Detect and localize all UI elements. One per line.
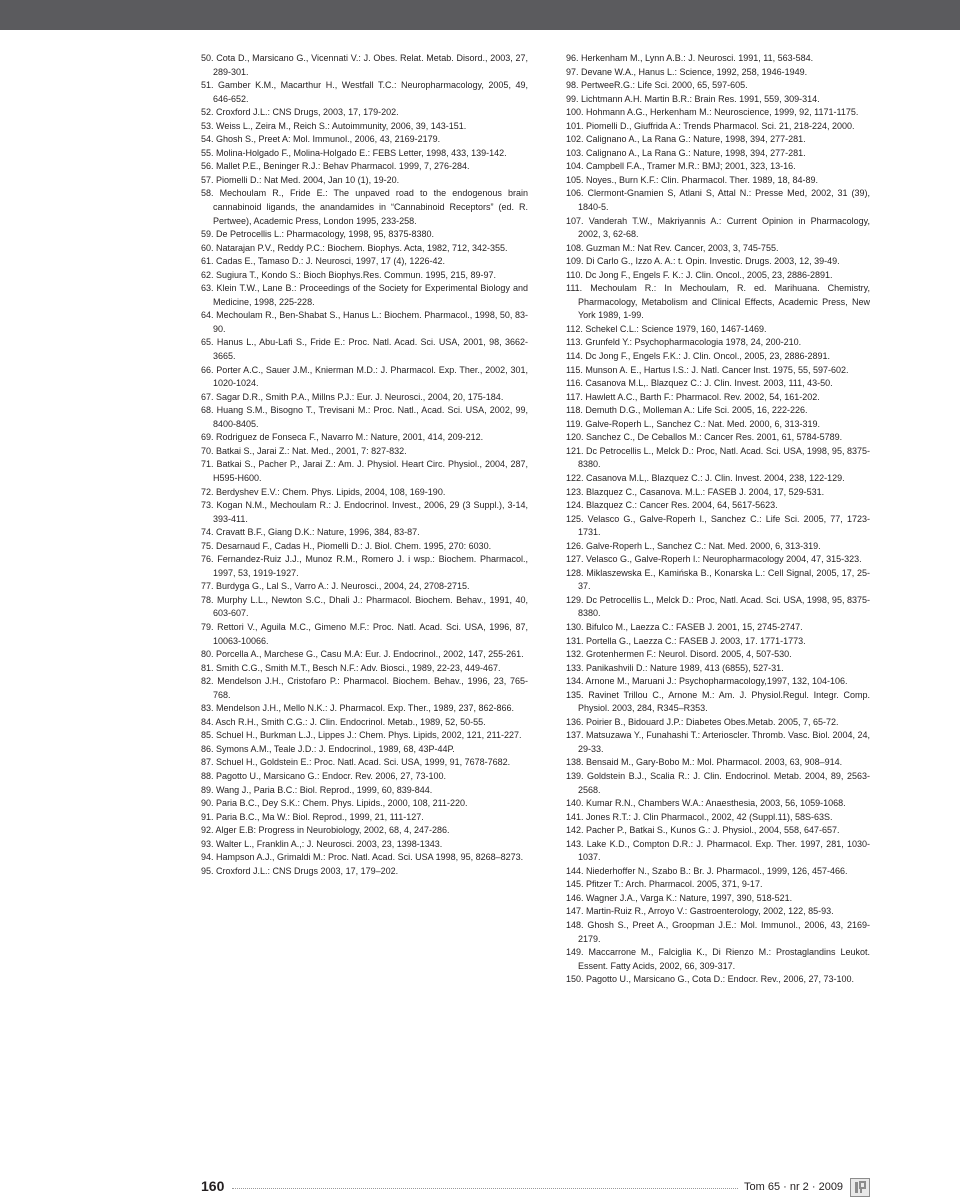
reference-item: 114. Dc Jong F., Engels F.K.: J. Clin. Oncol., 2005, 23, 2886-2891. xyxy=(566,351,830,362)
reference-item: 85. Schuel H., Burkman L.J., Lippes J.: Chem. Phys. Lipids, 2002, 121, 211-227. xyxy=(201,730,522,741)
reference-item: 135. Ravinet Trillou C., Arnone M.: Am. J. Physiol.Regul. Integr. Comp. Physiol. 2003, 284, R345–R353. xyxy=(566,689,870,714)
reference-item: 92. Alger E.B: Progress in Neurobiology, 2002, 68, 4, 247-286. xyxy=(201,825,450,836)
reference-item: 148. Ghosh S., Preet A., Groopman J.E.: Mol. Immunol., 2006, 43, 2169-2179. xyxy=(566,920,870,944)
page-number: 160 xyxy=(201,1178,225,1194)
reference-item: 63. Klein T.W., Lane B.: Proceedings of the Society for Experimental Biology and Medicine, 1998, 225-228. xyxy=(201,283,528,307)
reference-item: 115. Munson A. E., Hartus I.S.: J. Natl. Cancer Inst. 1975, 55, 597-602. xyxy=(566,364,849,375)
reference-item: 141. Jones R.T.: J. Clin Pharmacol., 2002, 42 (Suppl.11), 58S-63S. xyxy=(566,811,833,822)
reference-item: 149. Maccarrone M., Falciglia K., Di Rienzo M.: Prostaglandins Leukot. Essent. Fatty Acids, 2002, 66, 309-317. xyxy=(566,947,870,971)
reference-item: 82. Mendelson J.H., Cristofaro P.: Pharmacol. Biochem. Behav., 1996, 23, 765-768. xyxy=(201,676,528,700)
reference-item: 59. De Petrocellis L.: Pharmacology, 1998, 95, 8375-8380. xyxy=(201,229,434,240)
reference-item: 128. Miklaszewska E., Kamińska B., Konarska L.: Cell Signal, 2005, 17, 25-37. xyxy=(566,567,870,592)
reference-item: 69. Rodriguez de Fonseca F., Navarro M.: Nature, 2001, 414, 209-212. xyxy=(201,432,484,443)
reference-item: 81. Smith C.G., Smith M.T., Besch N.F.: Adv. Biosci., 1989, 22-23, 449-467. xyxy=(201,662,501,673)
reference-item: 98. PertweeR.G.: Life Sci. 2000, 65, 597-605. xyxy=(566,80,748,91)
reference-item: 91. Paria B.C., Ma W.: Biol. Reprod., 1999, 21, 111-127. xyxy=(201,811,424,822)
reference-item: 109. Di Carlo G., Izzo A. A.: t. Opin. Investic. Drugs. 2003, 12, 39-49. xyxy=(566,256,840,267)
reference-item: 140. Kumar R.N., Chambers W.A.: Anaesthesia, 2003, 56, 1059-1068. xyxy=(566,798,846,809)
reference-item: 106. Clermont-Gnamien S, Atlani S, Attal N.: Presse Med, 2002, 31 (39), 1840-5. xyxy=(566,188,870,213)
reference-item: 51. Gamber K.M., Macarthur H., Westfall T.C.: Neuropharmacology, 2005, 49, 646-652. xyxy=(201,80,528,104)
journal-issue-label: Tom 65 · nr 2 · 2009 xyxy=(744,1181,844,1193)
reference-item: 83. Mendelson J.H., Mello N.K.: J. Pharmacol. Exp. Ther., 1989, 237, 862-866. xyxy=(201,703,515,714)
reference-item: 54. Ghosh S., Preet A: Mol. Immunol., 2006, 43, 2169-2179. xyxy=(201,134,441,145)
reference-item: 62. Sugiura T., Kondo S.: Bioch Biophys.Res. Commun. 1995, 215, 89-97. xyxy=(201,269,497,280)
reference-item: 50. Cota D., Marsicano G., Vicennati V.: J. Obes. Relat. Metab. Disord., 2003, 27, 289-301. xyxy=(201,53,528,77)
reference-item: 61. Cadas E., Tamaso D.: J. Neurosci, 1997, 17 (4), 1226-42. xyxy=(201,256,445,267)
reference-item: 95. Croxford J.L.: CNS Drugs 2003, 17, 179–202. xyxy=(201,865,399,876)
reference-item: 143. Lake K.D., Compton D.R.: J. Pharmacol. Exp. Ther. 1997, 281, 1030-1037. xyxy=(566,838,870,863)
reference-item: 105. Noyes., Burn K.F.: Clin. Pharmacol. Ther. 1989, 18, 84-89. xyxy=(566,174,818,185)
reference-item: 100. Hohmann A.G., Herkenham M.: Neuroscience, 1999, 92, 1171-1175. xyxy=(566,107,859,118)
reference-item: 52. Croxford J.L.: CNS Drugs, 2003, 17, 179-202. xyxy=(201,107,399,118)
reference-item: 112. Schekel C.L.: Science 1979, 160, 1467-1469. xyxy=(566,323,767,334)
reference-item: 64. Mechoulam R., Ben-Shabat S., Hanus L.: Biochem. Pharmacol., 1998, 50, 83-90. xyxy=(201,310,528,334)
reference-item: 79. Rettori V., Aguila M.C., Gimeno M.F.: Proc. Natl. Acad. Sci. USA, 1996, 87, 10063-10066. xyxy=(201,621,528,646)
reference-item: 104. Campbell F.A., Tramer M.R.: BMJ; 2001, 323, 13-16. xyxy=(566,161,796,172)
reference-item: 94. Hampson A.J., Grimaldi M.: Proc. Natl. Acad. Sci. USA 1998, 95, 8268–8273. xyxy=(201,852,524,863)
references-column-right xyxy=(566,52,870,987)
reference-item: 121. Dc Petrocellis L., Melck D.: Proc, Natl. Acad. Sci. USA, 1998, 95, 8375-8380. xyxy=(566,445,870,470)
reference-item: 74. Cravatt B.F., Giang D.K.: Nature, 1996, 384, 83-87. xyxy=(201,527,420,538)
reference-item: 78. Murphy L.L., Newton S.C., Dhali J.: Pharmacol. Biochem. Behav., 1991, 40, 603-607. xyxy=(201,594,528,619)
reference-item: 84. Asch R.H., Smith C.G.: J. Clin. Endocrinol. Metab., 1989, 52, 50-55. xyxy=(201,716,486,727)
reference-item: 90. Paria B.C., Dey S.K.: Chem. Phys. Lipids., 2000, 108, 211-220. xyxy=(201,798,468,809)
reference-item: 127. Velasco G., Galve-Roperh l.: Neuropharmacology 2004, 47, 315-323. xyxy=(566,554,862,565)
footer-dotted-rule xyxy=(232,1188,738,1189)
reference-item: 131. Portella G., Laezza C.: FASEB J. 2003, 17. 1771-1773. xyxy=(566,635,806,646)
top-header-band xyxy=(0,0,960,30)
reference-item: 123. Blazquez C., Casanova. M.L.: FASEB J. 2004, 17, 529-531. xyxy=(566,486,825,497)
reference-item: 87. Schuel H., Goldstein E.: Proc. Natl. Acad. Sci. USA, 1999, 91, 7678-7682. xyxy=(201,757,511,768)
reference-item: 116. Casanova M.L,. Blazquez C.: J. Clin. Invest. 2003, 111, 43-50. xyxy=(566,378,833,389)
reference-item: 53. Weiss L., Zeira M., Reich S.: Autoimmunity, 2006, 39, 143-151. xyxy=(201,120,467,131)
reference-item: 93. Walter L., Franklin A.,: J. Neurosci. 2003, 23, 1398-1343. xyxy=(201,838,443,849)
reference-item: 60. Natarajan P.V., Reddy P.C.: Biochem. Biophys. Acta, 1982, 712, 342-355. xyxy=(201,242,508,253)
reference-item: 80. Porcella A., Marchese G., Casu M.A: Eur. J. Endocrinol., 2002, 147, 255-261. xyxy=(201,649,524,660)
reference-item: 70. Batkai S., Jarai Z.: Nat. Med., 2001, 7: 827-832. xyxy=(201,445,407,456)
reference-item: 107. Vanderah T.W., Makriyannis A.: Current Opinion in Pharmacology, 2002, 3, 62-68. xyxy=(566,215,870,240)
reference-item: 126. Galve-Roperh L., Sanchez C.: Nat. Med. 2000, 6, 313-319. xyxy=(566,540,821,551)
reference-item: 145. Pfitzer T.: Arch. Pharmacol. 2005, 371, 9-17. xyxy=(566,879,763,890)
reference-item: 138. Bensaid M., Gary-Bobo M.: Mol. Pharmacol. 2003, 63, 908–914. xyxy=(566,757,843,768)
reference-item: 66. Porter A.C., Sauer J.M., Knierman M.D.: J. Pharmacol. Exp. Ther., 2002, 301, 1020-1024. xyxy=(201,364,528,389)
reference-item: 86. Symons A.M., Teale J.D.: J. Endocrinol., 1989, 68, 43P-44P. xyxy=(201,743,455,754)
reference-item: 125. Velasco G., Galve-Roperh l., Sanchez C.: Life Sci. 2005, 77, 1723-1731. xyxy=(566,513,870,538)
journal-logo-icon xyxy=(850,1178,870,1197)
reference-item: 71. Batkai S., Pacher P., Jarai Z.: Am. J. Physiol. Heart Circ. Physiol., 2004, 287, H595-H600. xyxy=(201,459,528,483)
reference-item: 124. Blazquez C.: Cancer Res. 2004, 64, 5617-5623. xyxy=(566,500,778,511)
reference-item: 97. Devane W.A., Hanus L.: Science, 1992, 258, 1946-1949. xyxy=(566,66,808,77)
reference-item: 72. Berdyshev E.V.: Chem. Phys. Lipids, 2004, 108, 169-190. xyxy=(201,486,446,497)
reference-item: 101. Piomelli D., Giuffrida A.: Trends Pharmacol. Sci. 21, 218-224, 2000. xyxy=(566,120,855,131)
reference-item: 132. Grotenhermen F.: Neurol. Disord. 2005, 4, 507-530. xyxy=(566,649,792,660)
reference-item: 103. Calignano A., La Rana G.: Nature, 1998, 394, 277-281. xyxy=(566,147,806,158)
reference-item: 102. Calignano A., La Rana G.: Nature, 1998, 394, 277-281. xyxy=(566,134,806,145)
reference-item: 113. Grunfeld Y.: Psychopharmacologia 1978, 24, 200-210. xyxy=(566,337,802,348)
reference-item: 67. Sagar D.R., Smith P.A., Millns P.J.: Eur. J. Neurosci., 2004, 20, 175-184. xyxy=(201,391,504,402)
reference-item: 75. Desarnaud F., Cadas H., Piomelli D.: J. Biol. Chem. 1995, 270: 6030. xyxy=(201,540,492,551)
reference-item: 144. Niederhoffer N., Szabo B.: Br. J. Pharmacol., 1999, 126, 457-466. xyxy=(566,865,848,876)
reference-item: 142. Pacher P., Batkai S., Kunos G.: J. Physiol., 2004, 558, 647-657. xyxy=(566,825,840,836)
reference-item: 130. Bifulco M., Laezza C.: FASEB J. 2001, 15, 2745-2747. xyxy=(566,621,803,632)
reference-item: 136. Poirier B., Bidouard J.P.: Diabetes Obes.Metab. 2005, 7, 65-72. xyxy=(566,716,839,727)
reference-item: 108. Guzman M.: Nat Rev. Cancer, 2003, 3, 745-755. xyxy=(566,242,779,253)
reference-item: 55. Molina-Holgado F., Molina-Holgado E.: FEBS Letter, 1998, 433, 139-142. xyxy=(201,147,507,158)
reference-item: 99. Lichtmann A.H. Martin B.R.: Brain Res. 1991, 559, 309-314. xyxy=(566,93,820,104)
reference-item: 110. Dc Jong F., Engels F. K.: J. Clin. Oncol., 2005, 23, 2886-2891. xyxy=(566,269,833,280)
reference-item: 122. Casanova M.L,. Blazquez C.: J. Clin. Invest. 2004, 238, 122-129. xyxy=(566,472,845,483)
references-column-left xyxy=(201,52,528,878)
reference-item: 68. Huang S.M., Bisogno T., Trevisani M.: Proc. Natl., Acad. Sci. USA, 2002, 99, 8400-8405. xyxy=(201,405,528,429)
reference-item: 73. Kogan N.M., Mechoulam R.: J. Endocrinol. Invest., 2006, 29 (3 Suppl.), 3-14, 393-411. xyxy=(201,500,528,524)
reference-item: 88. Pagotto U., Marsicano G.: Endocr. Rev. 2006, 27, 73-100. xyxy=(201,770,446,781)
reference-item: 65. Hanus L., Abu-Lafi S., Fride E.: Proc. Natl. Acad. Sci. USA, 2001, 98, 3662-3665. xyxy=(201,337,528,362)
reference-item: 89. Wang J., Paria B.C.: Biol. Reprod., 1999, 60, 839-844. xyxy=(201,784,433,795)
reference-item: 129. Dc Petrocellis L., Melck D.: Proc, Natl. Acad. Sci. USA, 1998, 95, 8375-8380. xyxy=(566,594,870,619)
reference-item: 137. Matsuzawa Y., Funahashi T.: Arterioscler. Thromb. Vasc. Biol. 2004, 24, 29-33. xyxy=(566,730,870,754)
reference-item: 146. Wagner J.A., Varga K.: Nature, 1997, 390, 518-521. xyxy=(566,892,793,903)
reference-item: 133. Panikashvili D.: Nature 1989, 413 (6855), 527-31. xyxy=(566,662,784,673)
reference-item: 111. Mechoulam R.: In Mechoulam, R. ed. Marihuana. Chemistry, Pharmacology, Metabolism and Clinical Effects, Academic Press, New York 1989, 1-99. xyxy=(566,283,870,321)
reference-item: 118. Demuth D.G., Molleman A.: Life Sci. 2005, 16, 222-226. xyxy=(566,405,808,416)
reference-item: 134. Arnone M., Maruani J.: Psychopharmacology,1997, 132, 104-106. xyxy=(566,676,848,687)
reference-item: 56. Mallet P.E., Beninger R.J.: Behav Pharmacol. 1999, 7, 276-284. xyxy=(201,161,470,172)
reference-item: 119. Galve-Roperh L., Sanchez C.: Nat. Med. 2000, 6, 313-319. xyxy=(566,418,820,429)
reference-item: 150. Pagotto U., Marsicano G., Cota D.: Endocr. Rev., 2006, 27, 73-100. xyxy=(566,974,854,985)
reference-item: 96. Herkenham M., Lynn A.B.: J. Neurosci. 1991, 11, 563-584. xyxy=(566,53,814,63)
reference-item: 58. Mechoulam R., Fride E.: The unpaved road to the endogenous brain cannabinoid ligands, the anandamides in “Cannabinoid Receptors” (ed. R. Pertwee), Academic Press, London 1995, 233-258. xyxy=(201,188,528,226)
reference-item: 120. Sanchez C., De Ceballos M.: Cancer Res. 2001, 61, 5784-5789. xyxy=(566,432,843,443)
reference-item: 77. Burdyga G., Lal S., Varro A.: J. Neurosci., 2004, 24, 2708-2715. xyxy=(201,581,470,592)
reference-item: 117. Hawlett A.C., Barth F.: Pharmacol. Rev. 2002, 54, 161-202. xyxy=(566,391,820,402)
reference-item: 139. Goldstein B.J., Scalia R.: J. Clin. Endocrinol. Metab. 2004, 89, 2563-2568. xyxy=(566,770,870,795)
reference-item: 76. Fernandez-Ruiz J.J., Munoz R.M., Romero J. i wsp.: Biochem. Pharmacol., 1997, 53, 1919-1927. xyxy=(201,554,528,578)
reference-item: 147. Martin-Ruiz R., Arroyo V.: Gastroenterology, 2002, 122, 85-93. xyxy=(566,906,834,917)
reference-item: 57. Piomelli D.: Nat Med. 2004, Jan 10 (1), 19-20. xyxy=(201,174,400,185)
